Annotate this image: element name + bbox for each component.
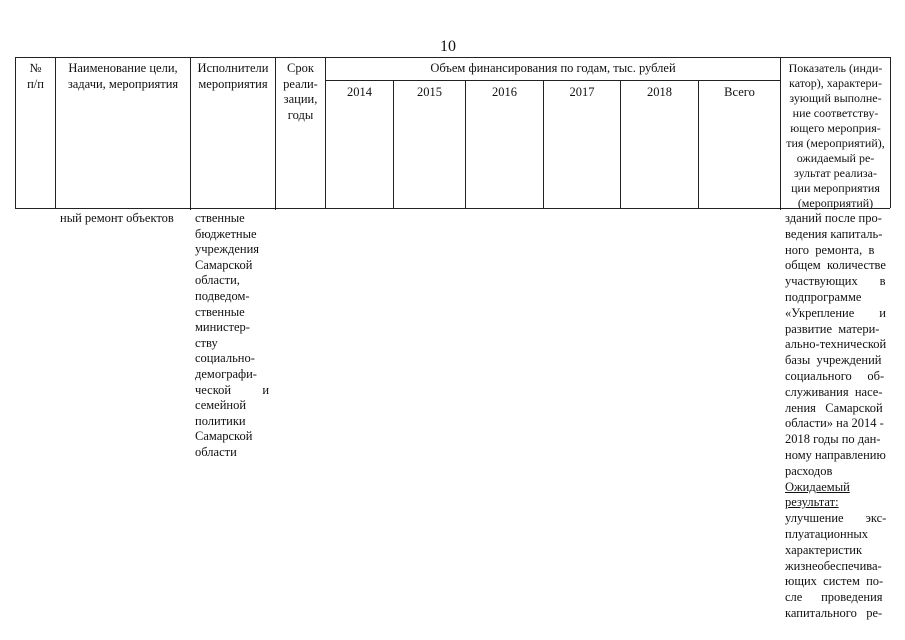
header-col-indicator: Показатель (инди- катор), характери- зующий выполне- ние соответству- ющего мероприя- тия (мероприятий), ожидаемый ре- зультат реализа- ции мероприятия (мероприятий) [786, 61, 885, 210]
body-divider-exec-left [190, 208, 191, 210]
table-top-border [15, 57, 890, 58]
col-divider-4 [325, 57, 326, 208]
page-number: 10 [440, 38, 456, 55]
header-col-num: № п/п [27, 61, 44, 91]
header-col-name: Наименование цели, задачи, мероприятия [67, 61, 179, 91]
header-col-funding: Объем финансирования по годам, тыс. рублей [430, 61, 676, 75]
header-col-exec: Исполнители мероприятия [197, 61, 269, 91]
col-divider-1 [55, 57, 56, 208]
header-bottom-border [15, 208, 890, 209]
body-divider-term-left [275, 208, 276, 210]
header-year-2016: 2016 [492, 85, 517, 99]
header-year-2014: 2014 [347, 85, 372, 99]
body-exec-cell: ственные бюджетные учреждения Самарской области, подведом- ственные министер- ству социально- демографи- ческой и семейной политики Самарской области [195, 211, 270, 459]
table-left-border [15, 57, 16, 208]
body-indicator-cell: зданий после про- ведения капиталь- ного ремонта, в общем количестве участвующих в подпрограмме «Укрепление и развитие матери- ально-технической базы учреждений социального об- служивания насе- ления Самарской области» на 2014 - 2018 годы по дан- ному направлению расходов Ожидаемый результат: улучшение экс- плуатационных характеристик жизнеобеспечива- ющих систем по- сле проведения капитального ре- [785, 211, 893, 622]
header-total: Всего [724, 85, 755, 99]
table-right-border [890, 57, 891, 208]
header-year-2017: 2017 [569, 85, 595, 99]
header-col-term: Срок реали- зации, годы [283, 61, 318, 122]
expected-result-label: Ожидаемый [785, 479, 850, 494]
header-year-2018: 2018 [647, 85, 672, 99]
header-year-2015: 2015 [417, 85, 442, 99]
expected-result-label-2: результат: [785, 495, 839, 510]
body-name-cell: ный ремонт объектов [60, 211, 174, 225]
